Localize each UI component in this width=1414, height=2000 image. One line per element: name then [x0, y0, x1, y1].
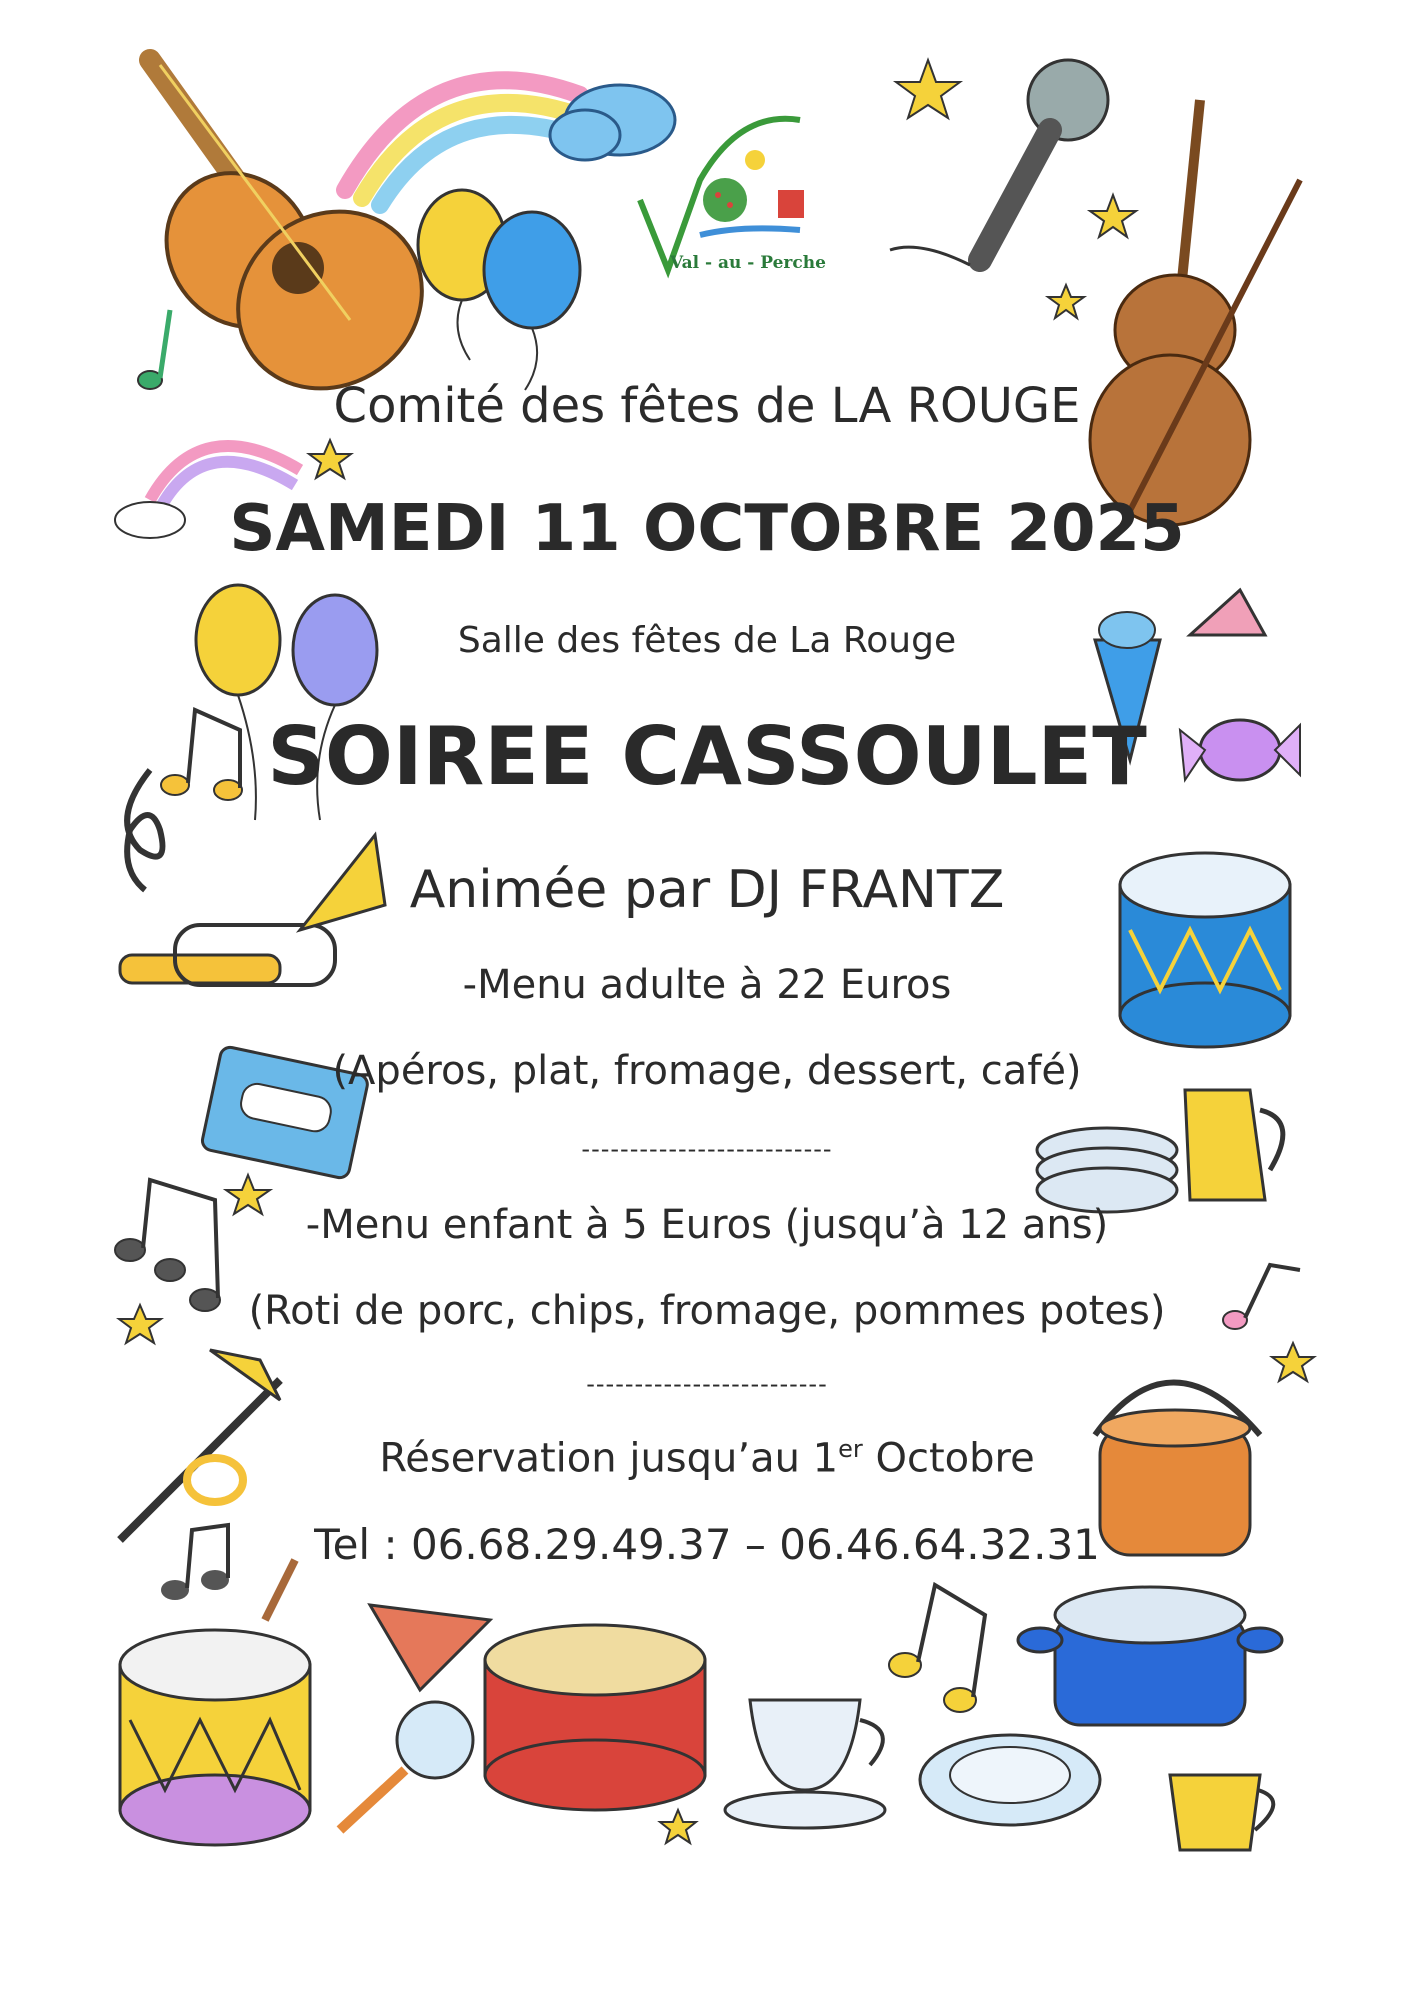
separator: ------------------------- [586, 1370, 828, 1398]
organizer-heading: Comité des fêtes de LA ROUGE [333, 378, 1081, 434]
drum-icon [485, 1625, 705, 1810]
menu-adult-details: (Apéros, plat, fromage, dessert, café) [332, 1048, 1082, 1094]
reservation [0, 1435, 1414, 1481]
menu-adult: -Menu adulte à 22 Euros [462, 962, 952, 1008]
event-date: SAMEDI 11 OCTOBRE 2025 [229, 492, 1185, 566]
reservation-superscript: er [838, 1435, 863, 1463]
menu-child-details: (Roti de porc, chips, fromage, pommes potes) [248, 1288, 1166, 1334]
entertainment: Animée par DJ FRANTZ [409, 860, 1005, 920]
pot-icon [1018, 1587, 1282, 1725]
reservation-suffix: Octobre [862, 1435, 1035, 1482]
event-title: SOIREE CASSOULET [267, 710, 1147, 803]
logo-name: al - au - Perche [681, 253, 826, 273]
balloon-icon [418, 190, 580, 390]
logo-text [670, 253, 826, 273]
music-note-icon [889, 1585, 985, 1712]
plate-icon [920, 1735, 1100, 1825]
reservation-prefix: Réservation jusqu’au 1 [379, 1435, 839, 1482]
flag-icon [370, 1605, 490, 1690]
cup-icon [1170, 1775, 1273, 1850]
menu-child: -Menu enfant à 5 Euros (jusqu’à 12 ans) [305, 1202, 1109, 1248]
teacup-icon [725, 1700, 885, 1828]
violin-icon [1090, 100, 1300, 530]
logo-initial: V [670, 253, 682, 273]
rattle-icon [340, 1702, 473, 1830]
drum-icon [120, 1560, 310, 1845]
venue: Salle des fêtes de La Rouge [457, 620, 957, 661]
contact-phone: Tel : 06.68.29.49.37 – 06.46.64.32.31 [314, 1520, 1100, 1569]
separator: -------------------------- [581, 1135, 833, 1163]
